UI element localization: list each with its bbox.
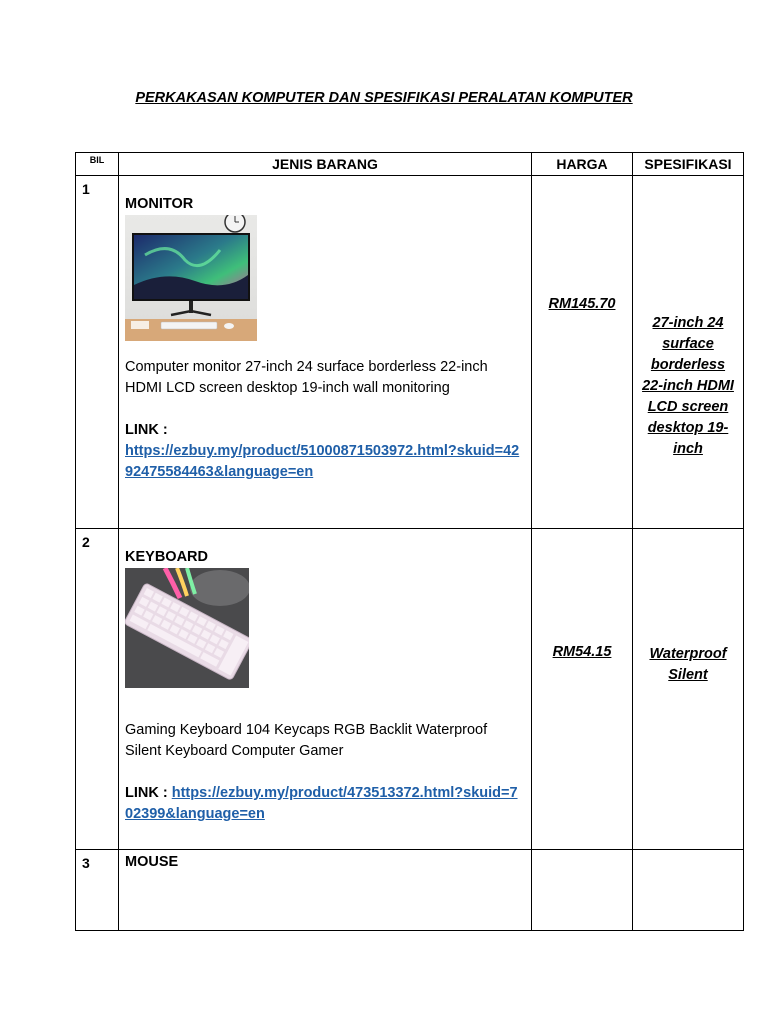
item-cell — [119, 529, 532, 850]
item-link-block — [125, 783, 525, 825]
monitor-image — [125, 215, 257, 341]
price-cell — [532, 850, 633, 931]
row-number: 1 — [76, 176, 119, 529]
row-number: 2 — [76, 529, 119, 850]
item-description: Gaming Keyboard 104 Keycaps RGB Backlit Waterproof Silent Keyboard Computer Gamer — [125, 722, 488, 759]
page-title: PERKAKASAN KOMPUTER DAN SPESIFIKASI PERALATAN KOMPUTER — [135, 90, 633, 106]
product-link[interactable]: https://ezbuy.my/product/473513372.html?skuid=702399&language=en — [125, 785, 518, 822]
item-cell — [119, 850, 532, 931]
product-link[interactable]: https://ezbuy.my/product/51000871503972.html?skuid=4292475584463&language=en — [125, 443, 520, 480]
table-row — [76, 850, 744, 931]
item-description: Computer monitor 27-inch 24 surface borderless 22-inch HDMI LCD screen desktop 19-inch wall monitoring — [125, 359, 488, 396]
price-cell: RM54.15 — [532, 529, 633, 850]
item-name: MONITOR — [125, 196, 194, 212]
spec-cell: 27-inch 24 surface borderless 22-inch HDMI LCD screen desktop 19-inch — [633, 176, 744, 529]
item-name: MOUSE — [125, 854, 179, 870]
keyboard-image — [125, 568, 249, 688]
table-row — [76, 176, 744, 529]
link-label: LINK : — [125, 785, 168, 801]
spec-cell: Waterproof Silent — [633, 529, 744, 850]
link-label: LINK : — [125, 422, 168, 438]
row-number: 3 — [76, 850, 119, 931]
item-cell — [119, 176, 532, 529]
price-cell: RM145.70 — [532, 176, 633, 529]
item-name: KEYBOARD — [125, 549, 208, 565]
header-bil: BIL — [76, 153, 119, 176]
header-spesifikasi: SPESIFIKASI — [633, 153, 744, 176]
table-row — [76, 529, 744, 850]
header-harga: HARGA — [532, 153, 633, 176]
spec-cell — [633, 850, 744, 931]
item-link-block — [125, 420, 525, 483]
header-jenis-barang: JENIS BARANG — [119, 153, 532, 176]
product-table — [75, 152, 744, 931]
table-header-row — [76, 153, 744, 176]
